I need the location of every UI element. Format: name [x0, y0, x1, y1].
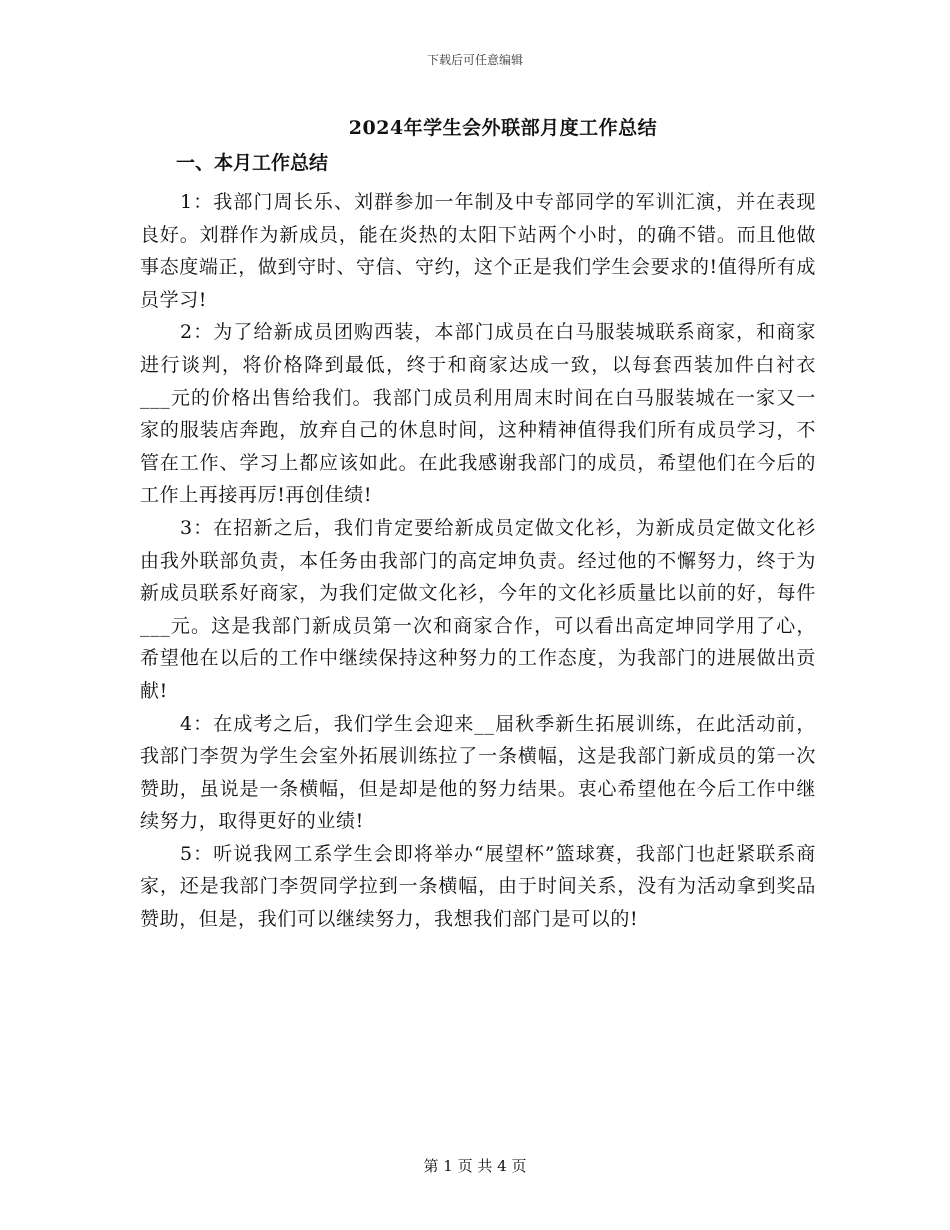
- section-heading: 一、本月工作总结: [176, 152, 329, 174]
- paragraph-3: 3：在招新之后，我们肯定要给新成员定做文化衫，为新成员定做文化衫由我外联部负责，本任务由我部门的高定坤负责。经过他的不懈努力，终于为新成员联系好商家，为我们定做文化衫，今年的文化衫质量比以前的好，每件___元。这是我部门新成员第一次和商家合作，可以看出高定坤同学用了心，希望他在以后的工作中继续保持这种努力的工作态度，为我部门的进展做出贡献!: [140, 516, 816, 702]
- page-number: 第 1 页 共 4 页: [423, 1157, 527, 1175]
- paragraph-1: 1：我部门周长乐、刘群参加一年制及中专部同学的军训汇演，并在表现良好。刘群作为新成员，能在炎热的太阳下站两个小时，的确不错。而且他做事态度端正，做到守时、守信、守约，这个正是我们学生会要求的!值得所有成员学习!: [140, 191, 816, 311]
- page-header-note: 下载后可任意编辑: [426, 53, 523, 67]
- document-body: [140, 108, 816, 936]
- paragraph-5: 5：听说我网工系学生会即将举办“展望杯”篮球赛，我部门也赶紧联系商家，还是我部门李贺同学拉到一条横幅，由于时间关系，没有为活动拿到奖品赞助，但是，我们可以继续努力，我想我们部门是可以的!: [140, 842, 816, 931]
- document-title: 2024年学生会外联部月度工作总结: [348, 117, 658, 139]
- paragraph-4: 4：在成考之后，我们学生会迎来__届秋季新生拓展训练，在此活动前，我部门李贺为学生会室外拓展训练拉了一条横幅，这是我部门新成员的第一次赞助，虽说是一条横幅，但是却是他的努力结果。衷心希望他在今后工作中继续努力，取得更好的业绩!: [140, 712, 816, 833]
- paragraph-2: 2：为了给新成员团购西装，本部门成员在白马服装城联系商家，和商家进行谈判，将价格降到最低，终于和商家达成一致，以每套西装加件白衬衣___元的价格出售给我们。我部门成员利用周末时间在白马服装城在一家又一家的服装店奔跑，放弃自己的休息时间，这种精神值得我们所有成员学习，不管在工作、学习上都应该如此。在此我感谢我部门的成员，希望他们在今后的工作上再接再厉!再创佳绩!: [140, 321, 816, 507]
